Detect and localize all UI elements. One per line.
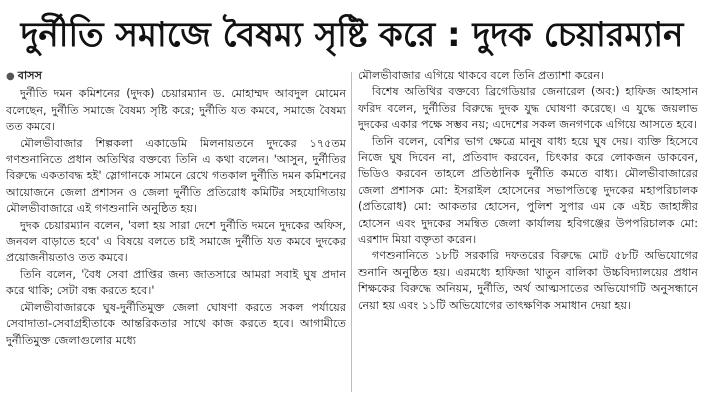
headline: দুর্নীতি সমাজে বৈষম্য সৃষ্টি করে : দুদক চেয়ারম্যান [20, 15, 684, 55]
paragraph: মৌলভীবাজারকে ঘুষ-দুর্নীতিমুক্ত জেলা ঘোষণা করতে সকল পর্যায়ের সেবাদাতা-সেবাগ্রহীতাকে আন্তরিকতার সাথে কাজ করতে হবে। আগামীতে দুর্নীতিমুক্ত জেলাগুলোর মধ্যে [6, 300, 346, 347]
paragraph: মৌলভীবাজার এগিয়ে থাকবে বলে তিনি প্রত্যাশা করেন। [358, 69, 604, 82]
column-divider [351, 72, 352, 392]
paragraph: তিনি বলেন, 'বৈধ সেবা প্রাপ্তির জন্য জাতসারে আমরা সবাই ঘুষ প্রদান করে থাকি; সেটা বন্ধ করতে হবে।' [6, 267, 346, 298]
paragraph: বিশেষ অতিথির বক্তব্যে ব্রিগেডিয়ার জেনারেল (অব:) হাফিজ আহসান ফরিদ বলেন, দুর্নীতির বিরুদ্ধে দুদক যুদ্ধ ঘোষণা করেছে। এ যুদ্ধে জয়লাভ দুদকের একার পক্ষে সম্ভব নয়; এদেশের সকল জনগণকে এগিয়ে আসতে হবে। [358, 85, 698, 132]
paragraph: গণশুনানিতে ১৮টি সরকারি দফতরের বিরুদ্ধে মোট ৫৮টি অভিযোগের শুনানি অনুষ্ঠিত হয়। এরমধ্যে হাফিজা খাতুন বালিকা উচ্চবিদ্যালয়ের প্রধান শিক্ষকের বিরুদ্ধে অনিয়ম, দুর্নীতি, অর্থ আত্মসাতের অভিযোগটি অনুসন্ধানে নেয়া হয় এবং ১১টি অভিযোগের তাৎক্ষণিক সমাধান দেয়া হয়। [358, 249, 698, 312]
article-column-left [6, 68, 346, 396]
paragraph: দুদক চেয়ারম্যান বলেন, 'বলা হয় সারা দেশে দুর্নীতি দমনে দুদকের অফিস, জনবল বাড়াতে হবে' এ বিষয়ে বলতে চাই সমাজে দুর্নীতি যত কমবে দুদকের প্রয়োজনীয়তাও তত কমবে। [6, 218, 346, 265]
article-column-right [358, 68, 698, 396]
paragraph: দুর্নীতি দমন কমিশনের (দুদক) চেয়ারম্যান ড. মোহাম্মদ আবদুল মোমেন বলেছেন, দুর্নীতি সমাজে বৈষম্য সৃষ্টি করে; দুর্নীতি যত কমবে, সমাজে বৈষম্য তত কমবে। [6, 87, 346, 134]
bullet-icon: ● [6, 71, 15, 82]
paragraph: মৌলভীবাজার শিল্পকলা একাডেমি মিলনায়তনে দুদকের ১৭৫তম গণশুনানিতে প্রধান অতিথির বক্তব্যে তিনি এ কথা বলেন। 'আসুন, দুর্নীতির বিরুদ্ধে একতাবদ্ধ হই' স্লোগানকে সামনে রেখে গতকাল দুর্নীতি দমন কমিশনের আয়োজনে জেলা প্রশাসন ও জেলা দুর্নীতি প্রতিরোধ কমিটির সহযোগিতায় মৌলভীবাজারে এই গণশুনানি অনুষ্ঠিত হয়। [6, 136, 346, 216]
byline-text: বাসস [17, 69, 42, 82]
byline [6, 68, 346, 85]
paragraph: তিনি বলেন, বেশির ভাগ ক্ষেত্রে মানুষ বাধ্য হয়ে ঘুষ দেয়। ব্যক্তি হিসেবে নিজে ঘুষ দিবেন না, প্রতিবাদ করবেন, চিৎকার করে লোকজন ডাকবেন, ভিডিও করবেন তাহলে প্রতিষ্ঠানিক দুর্নীতি কমতে বাধ্য। মৌলভীবাজারের জেলা প্রশাসক মো: ইসরাইল হোসেনের সভাপতিত্বে দুদকের মহাপরিচালক (প্রতিরোধ) মো: আকতার হোসেন, পুলিশ সুপার এম কে এইচ জাহাঙ্গীর হোসেন এবং দুদকের সমন্বিত জেলা কার্যালয় হবিগঞ্জের উপপরিচালক মো: এরশাদ মিয়া বক্তৃতা করেন। [358, 134, 698, 247]
